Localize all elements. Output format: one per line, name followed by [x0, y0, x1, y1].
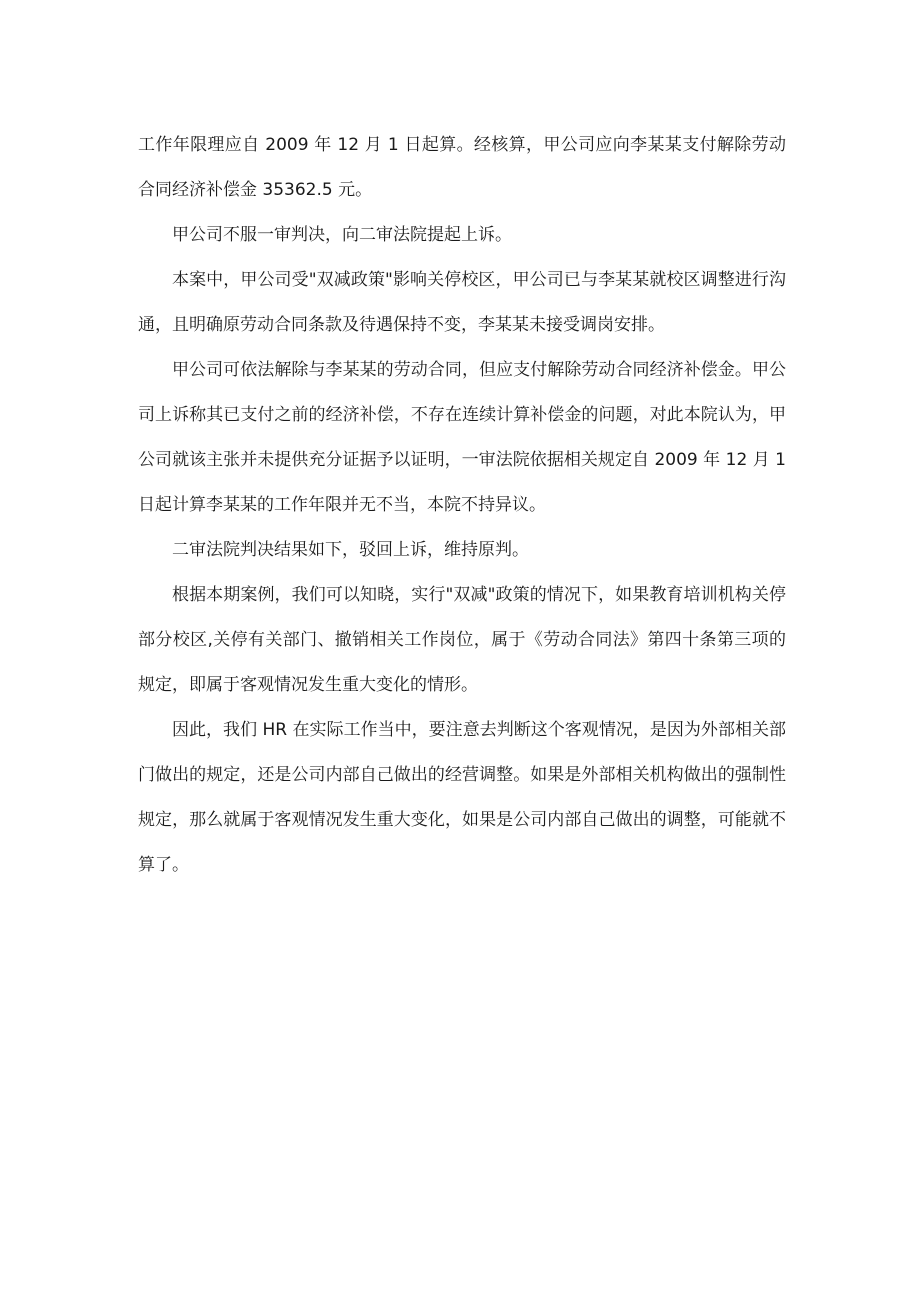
- paragraph-continuation: 工作年限理应自 2009 年 12 月 1 日起算。经核算，甲公司应向李某某支付解除劳动合同经济补偿金 35362.5 元。: [138, 135, 786, 200]
- paragraph-court-opinion: 甲公司可依法解除与李某某的劳动合同，但应支付解除劳动合同经济补偿金。甲公司上诉称其已支付之前的经济补偿，不存在连续计算补偿金的问题，对此本院认为，甲公司就该主张并未提供充分证据予以证明，一审法院依据相关规定自 2009 年 12 月 1 日起计算李某某的工作年限并无不当，本院不持异议。: [138, 360, 786, 515]
- document-body: [138, 123, 786, 888]
- paragraph-appeal: 甲公司不服一审判决，向二审法院提起上诉。: [172, 225, 512, 245]
- paragraph-analysis: 根据本期案例，我们可以知晓，实行"双减"政策的情况下，如果教育培训机构关停部分校区,关停有关部门、撤销相关工作岗位，属于《劳动合同法》第四十条第三项的规定，即属于客观情况发生重大变化的情形。: [138, 585, 786, 695]
- paragraph-hr-advice: 因此，我们 HR 在实际工作当中，要注意去判断这个客观情况，是因为外部相关部门做出的规定，还是公司内部自己做出的经营调整。如果是外部相关机构做出的强制性规定，那么就属于客观情况发生重大变化，如果是公司内部自己做出的调整，可能就不算了。: [138, 720, 786, 875]
- paragraph-case-facts: 本案中，甲公司受"双减政策"影响关停校区，甲公司已与李某某就校区调整进行沟通，且明确原劳动合同条款及待遇保持不变，李某某未接受调岗安排。: [138, 270, 786, 335]
- paragraph-judgment: 二审法院判决结果如下，驳回上诉，维持原判。: [172, 540, 529, 560]
